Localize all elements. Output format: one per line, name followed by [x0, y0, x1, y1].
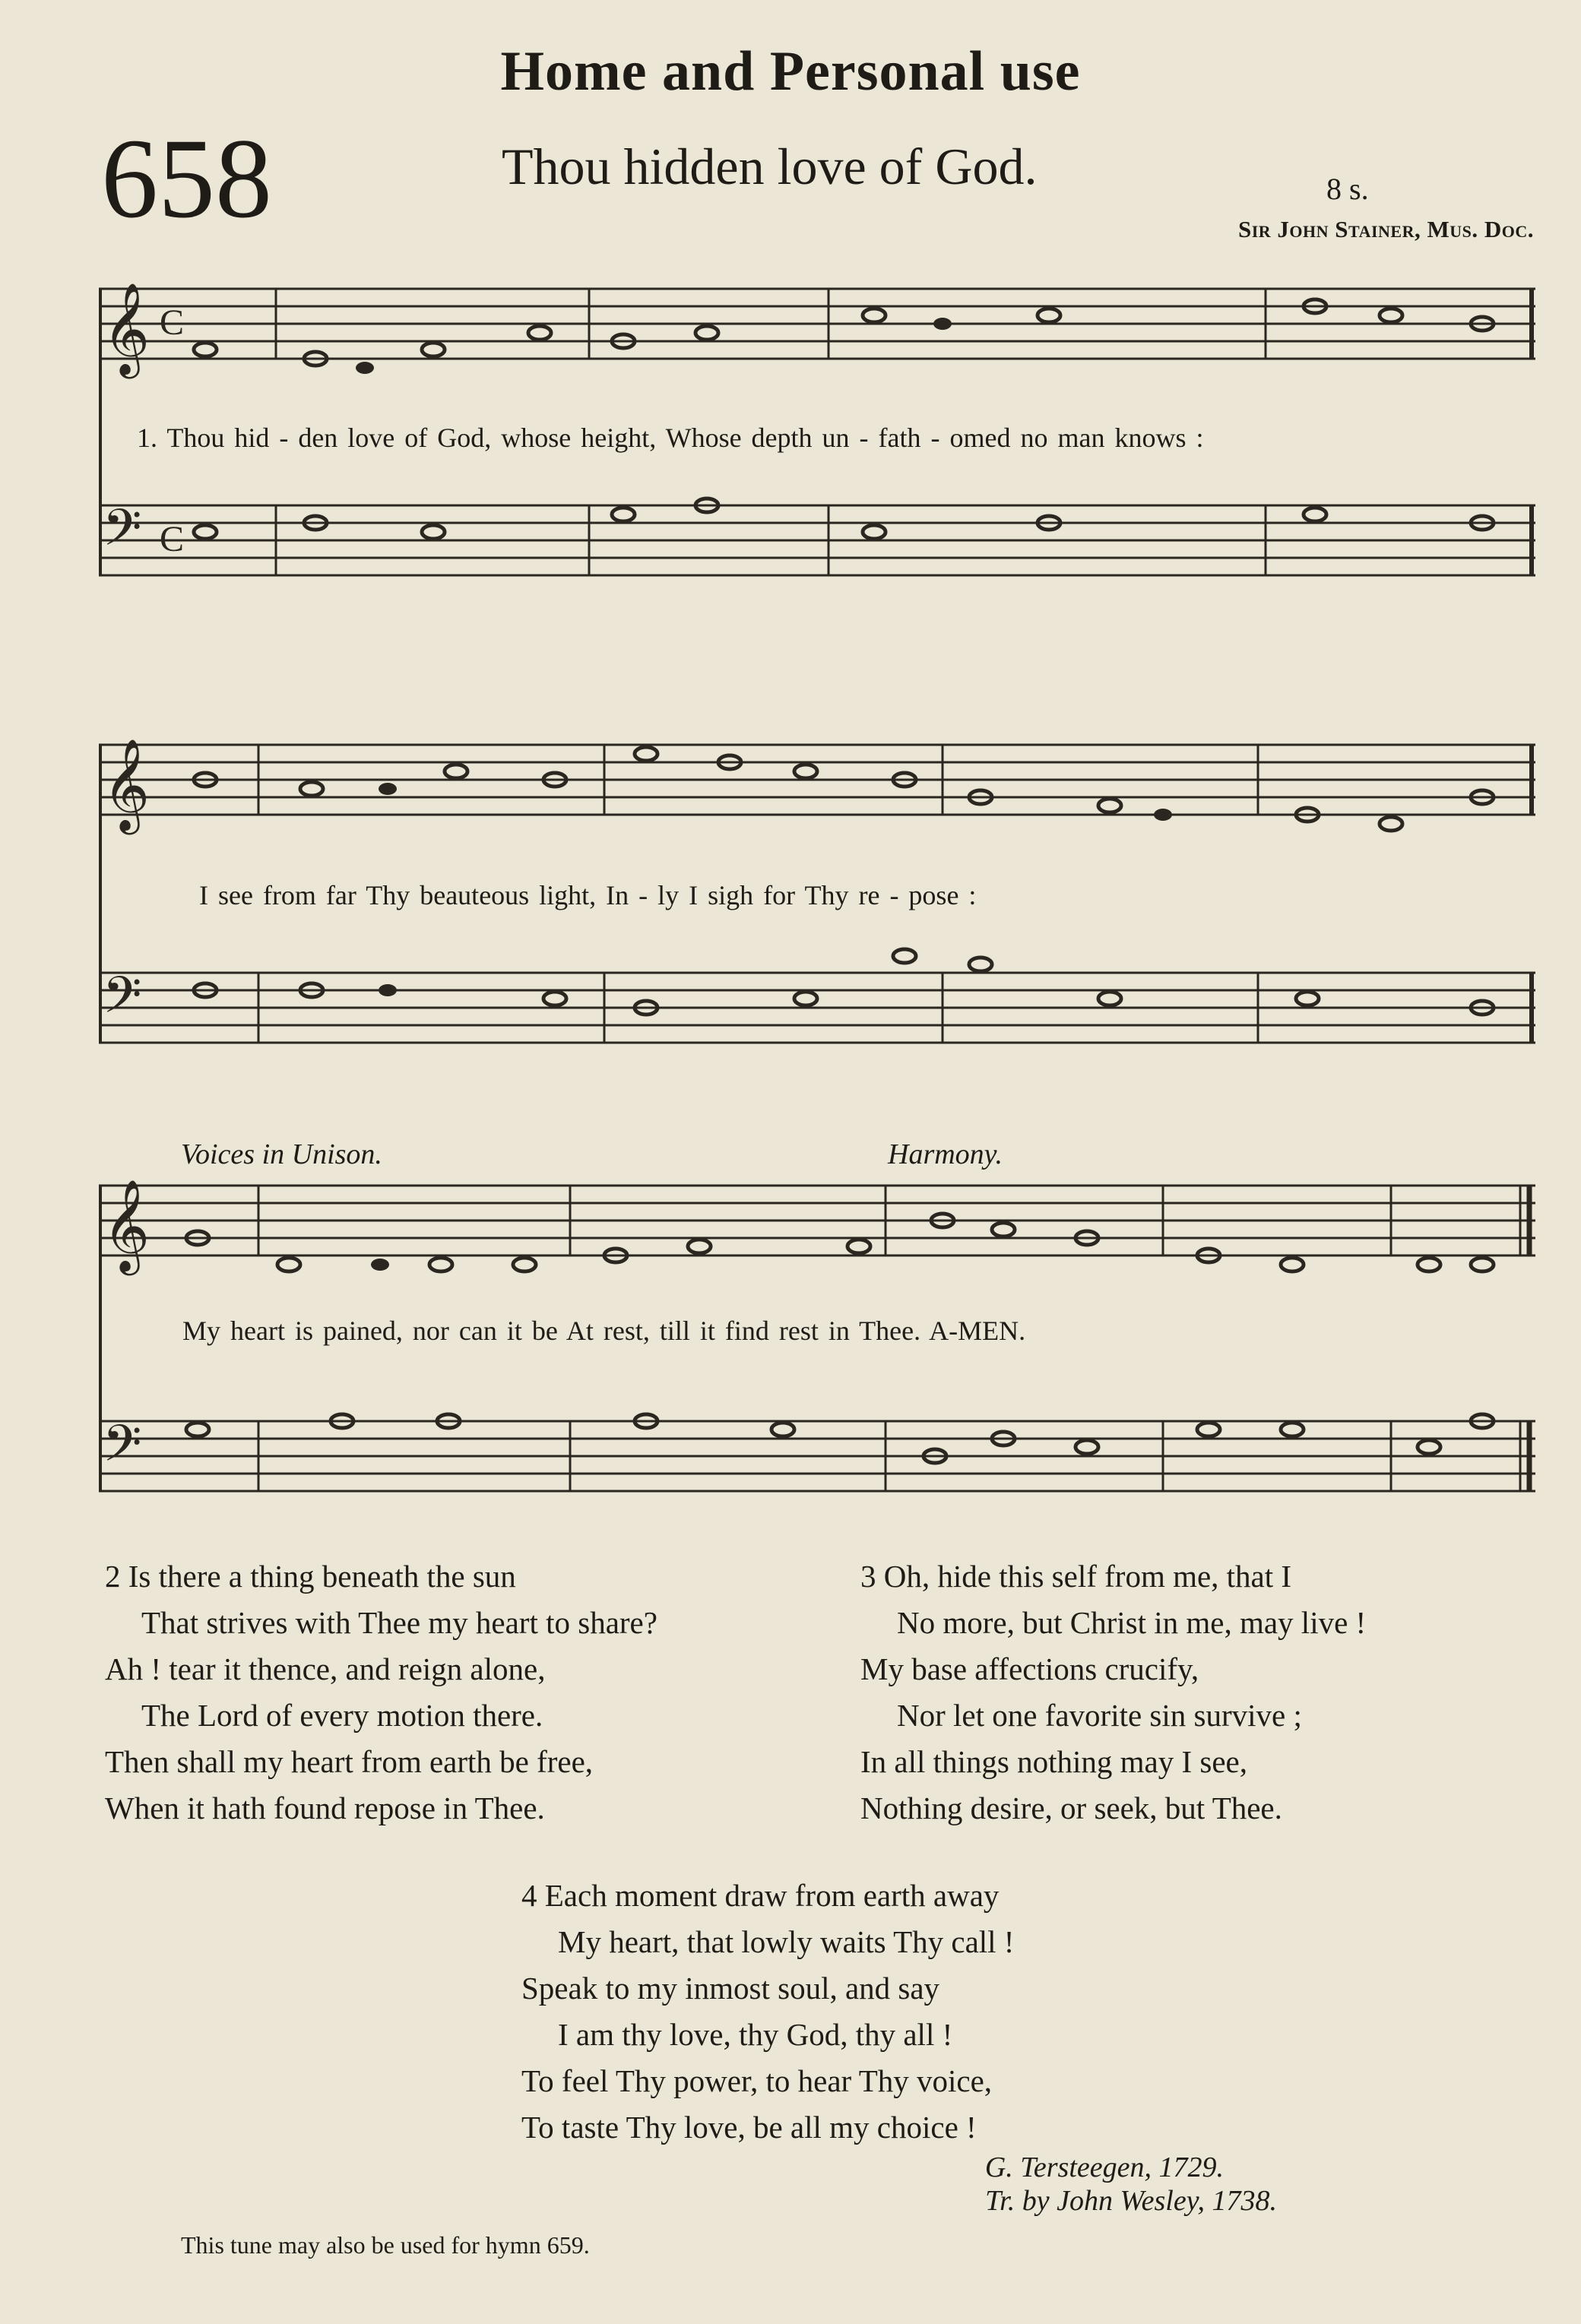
- stanza-line: Speak to my inmost soul, and say: [521, 1971, 940, 2006]
- treble-staff: [99, 745, 1535, 815]
- stanza-line: Nor let one favorite sin survive ;: [897, 1698, 1302, 1733]
- bass-clef-icon: 𝄢: [103, 1417, 142, 1484]
- stanza-4: [521, 1873, 1014, 2151]
- bass-clef-icon: 𝄢: [103, 969, 142, 1036]
- author: G. Tersteegen, 1729.: [984, 2151, 1224, 2183]
- stanza-line: My heart, that lowly waits Thy call !: [558, 1924, 1015, 1959]
- stanza-line: Then shall my heart from earth be free,: [105, 1744, 594, 1779]
- stanza-3: [860, 1553, 1366, 1832]
- lyrics-line-2: I see from far Thy beauteous light, In - ly I sigh for Thy re - pose :: [199, 880, 977, 910]
- harmony-direction: Harmony.: [888, 1138, 1003, 1170]
- stanza-line: 2 Is there a thing beneath the sun: [105, 1559, 516, 1594]
- music-system-1: [99, 274, 1535, 654]
- hymn-number: 658: [101, 116, 272, 242]
- attribution: [984, 2151, 1277, 2218]
- stanza-line: That strives with Thee my heart to share?: [141, 1605, 657, 1640]
- stanza-line: To feel Thy power, to hear Thy voice,: [521, 2063, 993, 2098]
- bass-staff: [99, 1421, 1535, 1491]
- stanza-line: 4 Each moment draw from earth away: [521, 1878, 1000, 1913]
- bass-clef-icon: 𝄢: [103, 502, 142, 568]
- common-time-icon: C: [160, 302, 185, 343]
- common-time-icon: C: [160, 519, 185, 559]
- stanza-line: Nothing desire, or seek, but Thee.: [860, 1790, 1282, 1825]
- treble-staff: [99, 1186, 1535, 1255]
- treble-clef-icon: 𝄞: [103, 284, 150, 373]
- stanza-line: To taste Thy love, be all my choice !: [521, 2110, 977, 2145]
- stanza-line: No more, but Christ in me, may live !: [897, 1605, 1367, 1640]
- stanza-2: [105, 1553, 657, 1832]
- note-heads: [194, 299, 1494, 539]
- stanza-line: My base affections crucify,: [860, 1651, 1199, 1686]
- stanza-line: The Lord of every motion there.: [141, 1698, 543, 1733]
- hymn-meter: 8 s.: [1326, 172, 1369, 206]
- translator: Tr. by John Wesley, 1738.: [985, 2185, 1277, 2217]
- voices-in-unison-direction: Voices in Unison.: [181, 1138, 382, 1170]
- stanza-line: I am thy love, thy God, thy all !: [558, 2017, 953, 2052]
- treble-clef-icon: 𝄞: [103, 1181, 150, 1270]
- lyrics-line-3: My heart is pained, nor can it be At rest, till it find rest in Thee. A-MEN.: [182, 1316, 1026, 1346]
- hymn-title: Thou hidden love of God.: [502, 138, 1038, 195]
- section-header: Home and Personal use: [500, 40, 1081, 103]
- stanza-line: When it hath found repose in Thee.: [105, 1790, 545, 1825]
- lyrics-line-1: 1. Thou hid - den love of God, whose height, Whose depth un - fath - omed no man knows :: [137, 423, 1204, 453]
- stanza-line: In all things nothing may I see,: [860, 1744, 1247, 1779]
- footnote: This tune may also be used for hymn 659.: [181, 2231, 590, 2259]
- stanza-line: 3 Oh, hide this self from me, that I: [860, 1559, 1292, 1594]
- composer: Sir John Stainer, Mus. Doc.: [1237, 216, 1534, 242]
- treble-clef-icon: 𝄞: [103, 740, 150, 829]
- stanza-line: Ah ! tear it thence, and reign alone,: [105, 1651, 546, 1686]
